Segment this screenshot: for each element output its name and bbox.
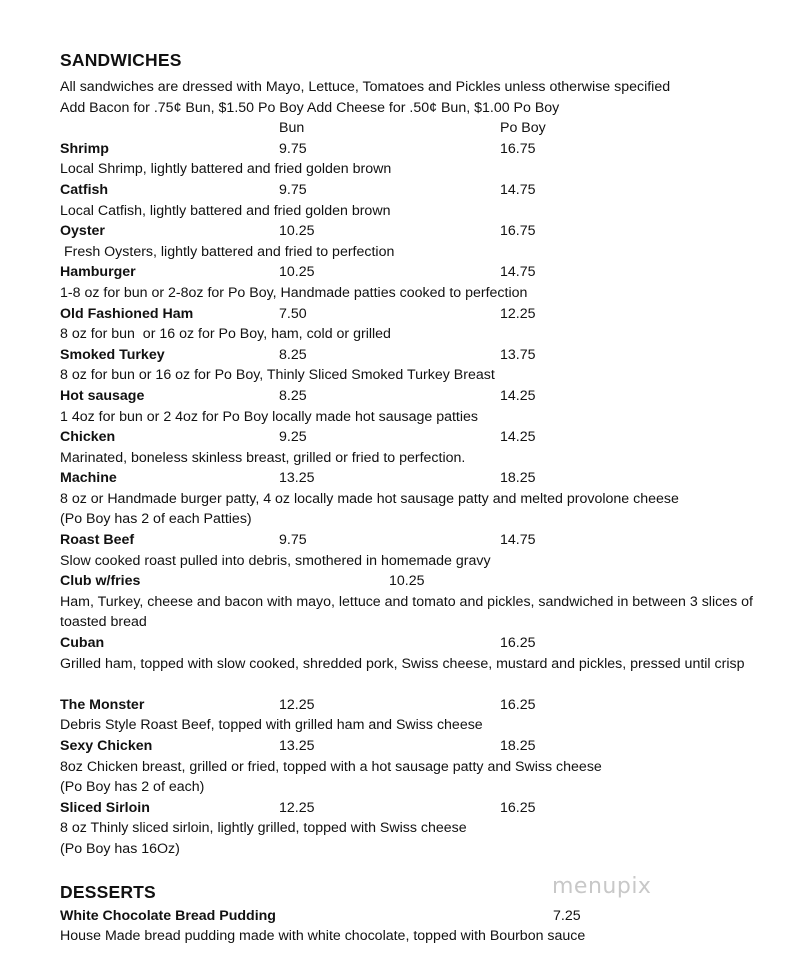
item-description: Ham, Turkey, cheese and bacon with mayo, lettuce and tomato and pickles, sandwiched in between 3 slices of toasted bread [60, 593, 753, 631]
item-name: White Chocolate Bread Pudding [60, 907, 276, 924]
menu-item-smoked-turkey [60, 345, 775, 366]
item-name: Sexy Chicken [60, 738, 153, 754]
bun-price: 10.25 [279, 223, 315, 240]
item-description: 8 oz or Handmade burger patty, 4 oz locally made hot sausage patty and melted provolone cheese [60, 490, 679, 507]
item-description-note: (Po Boy has 2 of each Patties) [60, 511, 252, 528]
item-description: 1 4oz for bun or 2 4oz for Po Boy locally made hot sausage patties [60, 408, 478, 425]
bun-price: 12.25 [279, 799, 315, 816]
item-name: Machine [60, 470, 117, 487]
poboy-column-header: Po Boy [500, 120, 546, 137]
menu-item-hamburger [60, 262, 775, 283]
item-name: Sliced Sirloin [60, 799, 150, 816]
item-name: Catfish [60, 181, 109, 198]
item-name: Roast Beef [60, 532, 135, 549]
bun-price: 9.75 [279, 140, 307, 157]
item-name: Shrimp [60, 140, 109, 157]
bun-price: 8.25 [279, 387, 307, 404]
poboy-price: 18.25 [500, 470, 536, 487]
item-description: Debris Style Roast Beef, topped with grilled ham and Swiss cheese [60, 717, 483, 734]
menu-item-club [60, 571, 775, 592]
item-name: Club w/fries [60, 573, 141, 590]
item-description: 8oz Chicken breast, grilled or fried, topped with a hot sausage patty and Swiss cheese [60, 758, 602, 775]
poboy-price: 12.25 [500, 305, 536, 322]
sandwiches-note: All sandwiches are dressed with Mayo, Lettuce, Tomatoes and Pickles unless otherwise specified [60, 79, 671, 95]
menu-item-oyster [60, 221, 775, 242]
item-description-note: (Po Boy has 16Oz) [60, 840, 180, 857]
item-description: Slow cooked roast pulled into debris, smothered in homemade gravy [60, 552, 491, 569]
poboy-price: 14.75 [500, 181, 536, 198]
bun-price: 8.25 [279, 346, 307, 363]
item-description: House Made bread pudding made with white chocolate, topped with Bourbon sauce [60, 928, 586, 945]
menu-item-sexy-chicken [60, 736, 775, 757]
bun-price: 9.75 [279, 181, 307, 198]
item-description: 8 oz for bun or 16 oz for Po Boy, Thinly Sliced Smoked Turkey Breast [60, 367, 495, 384]
add-ons-note: Add Bacon for .75¢ Bun, $1.50 Po Boy Add Cheese for .50¢ Bun, $1.00 Po Boy [60, 99, 560, 116]
poboy-price: 14.75 [500, 264, 536, 281]
menu-item-the-monster [60, 695, 775, 716]
item-name: The Monster [60, 696, 145, 713]
item-name: Chicken [60, 429, 116, 446]
column-headers [60, 118, 775, 139]
bun-column-header: Bun [279, 120, 305, 137]
desserts-heading: DESSERTS [60, 881, 156, 902]
item-name: Cuban [60, 635, 105, 652]
bun-price: 9.25 [279, 429, 307, 446]
item-description: 8 oz for bun or 16 oz for Po Boy, ham, cold or grilled [60, 326, 391, 343]
item-description: 1-8 oz for bun or 2-8oz for Po Boy, Handmade patties cooked to perfection [60, 284, 528, 301]
bun-price: 7.50 [279, 305, 307, 322]
menupix-watermark: menupix [552, 874, 652, 899]
item-name: Hamburger [60, 264, 136, 281]
menu-item-white-chocolate-bread-pudding [60, 906, 775, 927]
item-price: 10.25 [389, 573, 425, 590]
menu-item-machine [60, 468, 775, 489]
sandwiches-heading: SANDWICHES [60, 50, 182, 70]
poboy-price: 16.75 [500, 140, 536, 157]
menu-item-roast-beef [60, 530, 775, 551]
item-description: Local Shrimp, lightly battered and fried golden brown [60, 161, 392, 178]
poboy-price: 14.75 [500, 532, 536, 549]
item-name: Old Fashioned Ham [60, 305, 194, 322]
poboy-price: 18.25 [500, 738, 536, 754]
bun-price: 12.25 [279, 696, 315, 713]
menu-item-old-fashioned-ham [60, 304, 775, 325]
poboy-price: 14.25 [500, 387, 536, 404]
item-price: 7.25 [553, 907, 581, 924]
menu-page [60, 50, 775, 947]
menu-item-catfish [60, 180, 775, 201]
item-description: Local Catfish, lightly battered and fried golden brown [60, 202, 391, 219]
bun-price: 13.25 [279, 738, 315, 754]
menu-item-sliced-sirloin [60, 798, 775, 819]
poboy-price: 13.75 [500, 346, 536, 363]
menu-item-shrimp [60, 139, 775, 160]
menu-item-cuban [60, 633, 775, 654]
menu-item-chicken [60, 427, 775, 448]
item-description: 8 oz Thinly sliced sirloin, lightly grilled, topped with Swiss cheese [60, 820, 467, 837]
item-description: Marinated, boneless skinless breast, grilled or fried to perfection. [60, 449, 466, 466]
menu-item-hot-sausage [60, 386, 775, 407]
poboy-price: 14.25 [500, 429, 536, 446]
poboy-price: 16.25 [500, 696, 536, 713]
item-description: Grilled ham, topped with slow cooked, shredded pork, Swiss cheese, mustard and pickles, pressed until crisp [60, 655, 745, 672]
poboy-price: 16.25 [500, 799, 536, 816]
item-name: Oyster [60, 223, 105, 240]
item-description-note: (Po Boy has 2 of each) [60, 779, 205, 796]
item-name: Smoked Turkey [60, 346, 165, 363]
poboy-price: 16.25 [500, 635, 536, 652]
item-name: Hot sausage [60, 387, 145, 404]
sandwich-list [60, 139, 775, 860]
bun-price: 13.25 [279, 470, 315, 487]
item-description: Fresh Oysters, lightly battered and fried to perfection [60, 243, 395, 260]
poboy-price: 16.75 [500, 223, 536, 240]
bun-price: 9.75 [279, 532, 307, 549]
bun-price: 10.25 [279, 264, 315, 281]
